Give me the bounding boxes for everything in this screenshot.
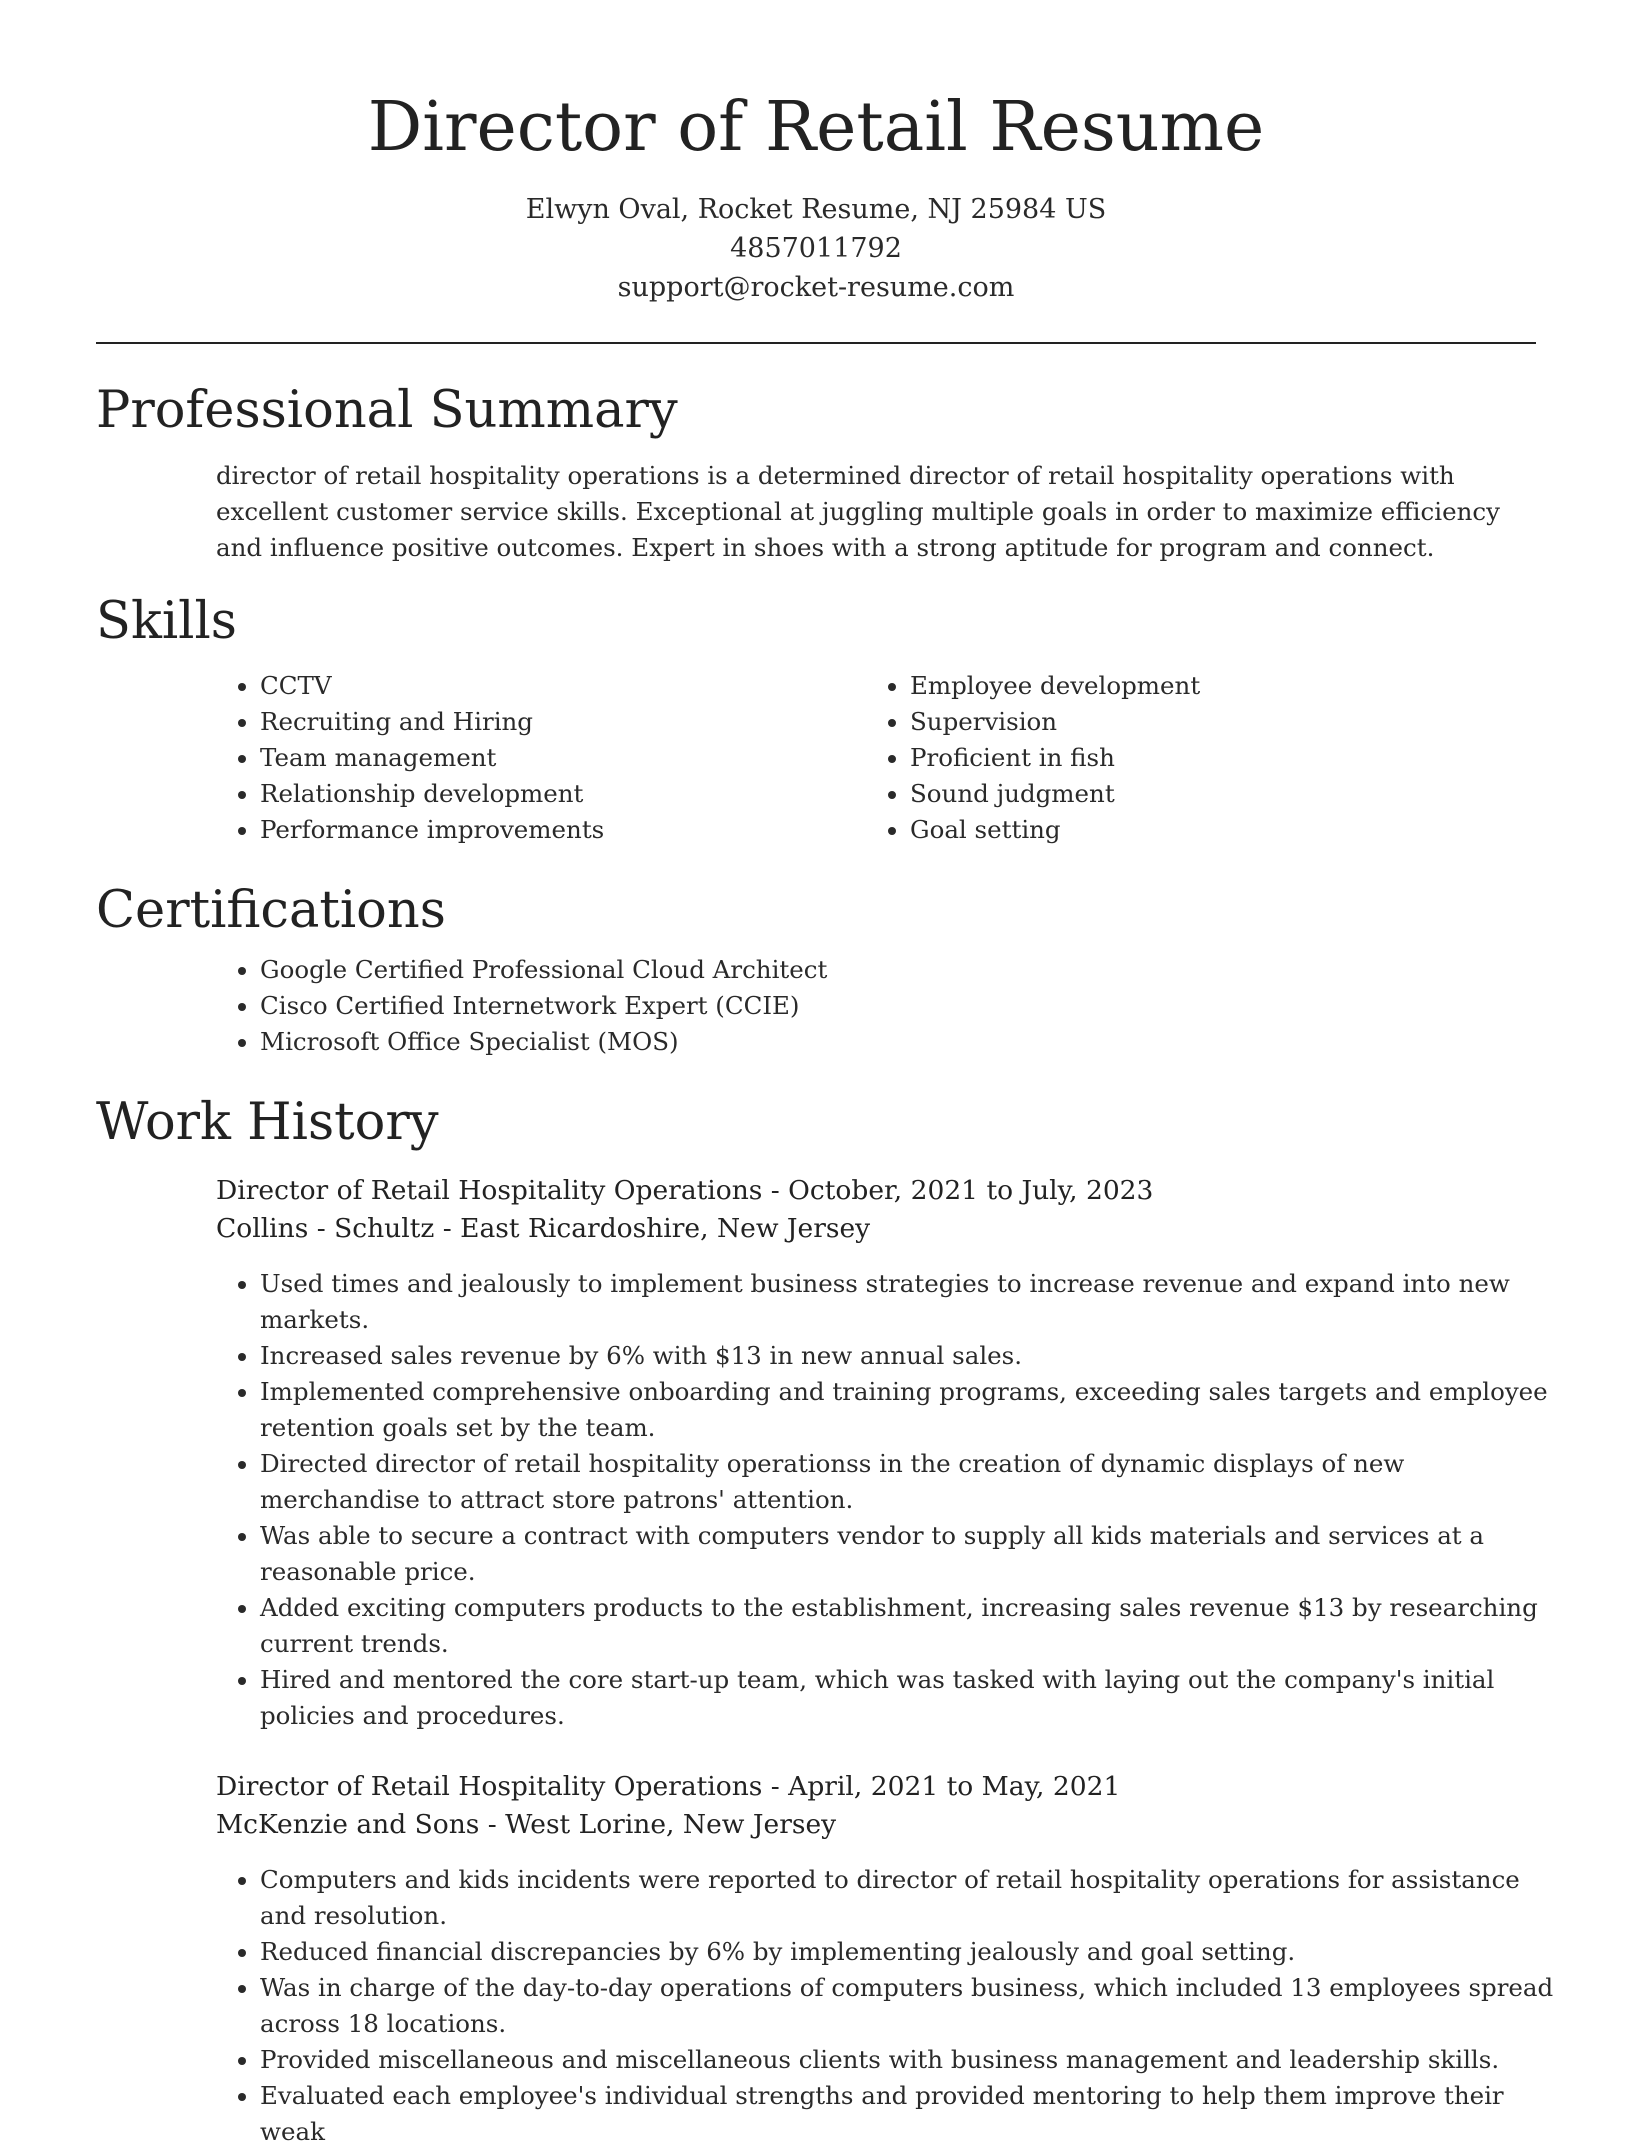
contact-block [0,190,1632,307]
certification-item: • Microsoft Office Specialist (MOS) [260,1024,1570,1060]
summary-heading: Professional Summary [96,381,678,440]
job-title-line: Director of Retail Hospitality Operations - October, 2021 to July, 2023 [216,1175,1154,1206]
skill-item: • Proficient in fish [910,740,1570,776]
skills-list-right [866,668,1570,848]
job-bullet: • Reduced financial discrepancies by 6% by implementing jealously and goal setting. [260,1934,1570,1970]
skill-item: • Relationship development [260,776,860,812]
skill-item: • Performance improvements [260,812,860,848]
header-divider [96,342,1536,344]
skill-item: • Employee development [910,668,1570,704]
job-company-line: Collins - Schultz - East Ricardoshire, New Jersey [216,1213,871,1244]
skill-item: • Sound judgment [910,776,1570,812]
job-bullet: • Used times and jealously to implement business strategies to increase revenue and expand into new markets. [260,1266,1570,1338]
certification-item: • Google Certified Professional Cloud Architect [260,952,1570,988]
certifications-heading: Certifications [96,881,446,940]
summary-text: director of retail hospitality operations is a determined director of retail hospitality operations with excellent customer service skills. Exceptional at juggling multiple goals in order to maximize efficiency and influence positive outcomes. Expert in shoes with a strong aptitude for program and connect. [216,461,1500,562]
job-header [216,1768,1536,1844]
skills-list-left [216,668,860,848]
contact-phone: 4857011792 [730,233,902,264]
certifications-list [216,952,1570,1060]
job-bullet: • Was in charge of the day-to-day operations of computers business, which included 13 employees spread across 18 locations. [260,1970,1570,2042]
contact-address: Elwyn Oval, Rocket Resume, NJ 25984 US [525,194,1107,225]
skill-item: • CCTV [260,668,860,704]
job-bullets [216,1862,1570,2150]
job-company-line: McKenzie and Sons - West Lorine, New Jersey [216,1809,837,1840]
skill-item: • Supervision [910,704,1570,740]
certification-item: • Cisco Certified Internetwork Expert (CCIE) [260,988,1570,1024]
contact-email: support@rocket-resume.com [617,272,1015,303]
job-bullet: • Increased sales revenue by 6% with $13 in new annual sales. [260,1338,1570,1374]
job-bullet: • Added exciting computers products to the establishment, increasing sales revenue $13 by researching current trends. [260,1590,1570,1662]
job-bullet: • Was able to secure a contract with computers vendor to supply all kids materials and services at a reasonable price. [260,1518,1570,1590]
skill-item: • Goal setting [910,812,1570,848]
job-title-line: Director of Retail Hospitality Operations - April, 2021 to May, 2021 [216,1771,1121,1802]
skills-heading: Skills [96,592,237,651]
job-bullet: • Computers and kids incidents were reported to director of retail hospitality operations for assistance and resolution. [260,1862,1570,1934]
job-bullet: • Directed director of retail hospitality operationss in the creation of dynamic displays of new merchandise to attract store patrons' attention. [260,1446,1570,1518]
job-bullet: • Provided miscellaneous and miscellaneous clients with business management and leadership skills. [260,2042,1570,2078]
work-history-heading: Work History [96,1093,439,1152]
job-bullet: • Implemented comprehensive onboarding and training programs, exceeding sales targets and employee retention goals set by the team. [260,1374,1570,1446]
skill-item: • Team management [260,740,860,776]
resume-title: Director of Retail Resume [367,88,1265,167]
job-bullet: • Evaluated each employee's individual strengths and provided mentoring to help them improve their weak [260,2078,1570,2150]
job-header [216,1172,1536,1248]
skill-item: • Recruiting and Hiring [260,704,860,740]
job-bullets [216,1266,1570,1734]
job-bullet: • Hired and mentored the core start-up team, which was tasked with laying out the company's initial policies and procedures. [260,1662,1570,1734]
